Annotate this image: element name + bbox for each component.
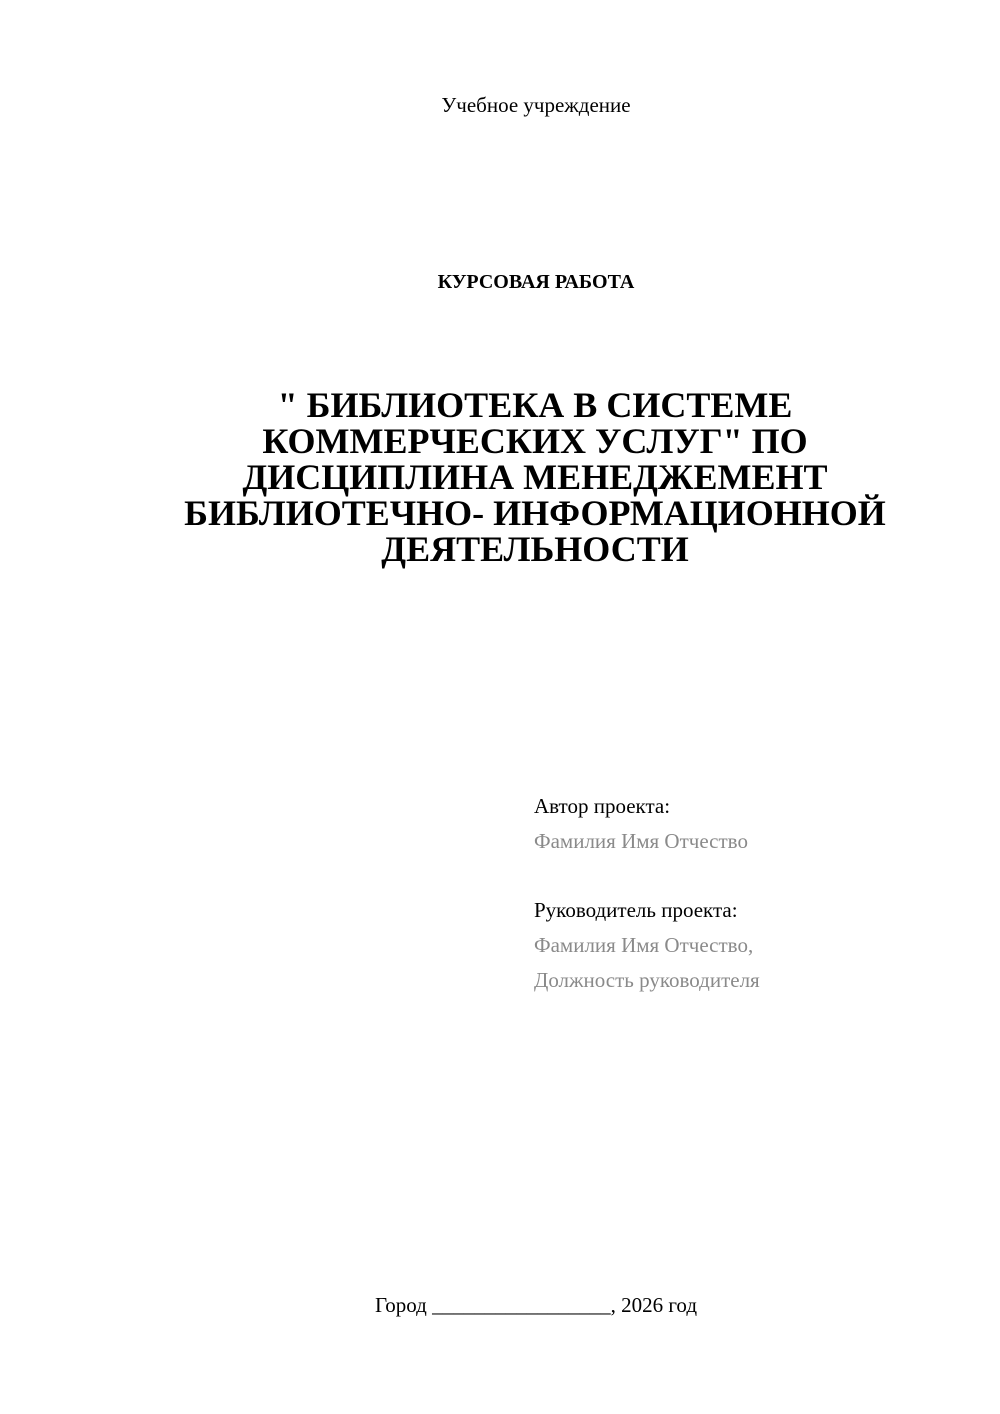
title-line: " БИБЛИОТЕКА В СИСТЕМЕ <box>277 385 793 425</box>
credits-spacer <box>534 859 974 893</box>
supervisor-position: Должность руководителя <box>534 968 760 992</box>
author-label: Автор проекта: <box>534 794 671 818</box>
supervisor-label: Руководитель проекта: <box>534 898 738 922</box>
title-line: ДИСЦИПЛИНА МЕНЕДЖЕМЕНТ <box>242 457 828 497</box>
supervisor-name: Фамилия Имя Отчество, <box>534 933 754 957</box>
credits-block <box>534 789 974 998</box>
document-title <box>110 387 960 567</box>
institution-name: Учебное учреждение <box>441 93 631 117</box>
title-line: БИБЛИОТЕЧНО- ИНФОРМАЦИОННОЙ <box>184 493 886 533</box>
author-name: Фамилия Имя Отчество <box>534 829 748 853</box>
title-line: КОММЕРЧЕСКИХ УСЛУГ" ПО <box>262 421 808 461</box>
document-type: КУРСОВАЯ РАБОТА <box>437 271 635 293</box>
city-year-line: Город _________________, 2026 год <box>374 1293 698 1317</box>
title-line: ДЕЯТЕЛЬНОСТИ <box>381 529 689 569</box>
